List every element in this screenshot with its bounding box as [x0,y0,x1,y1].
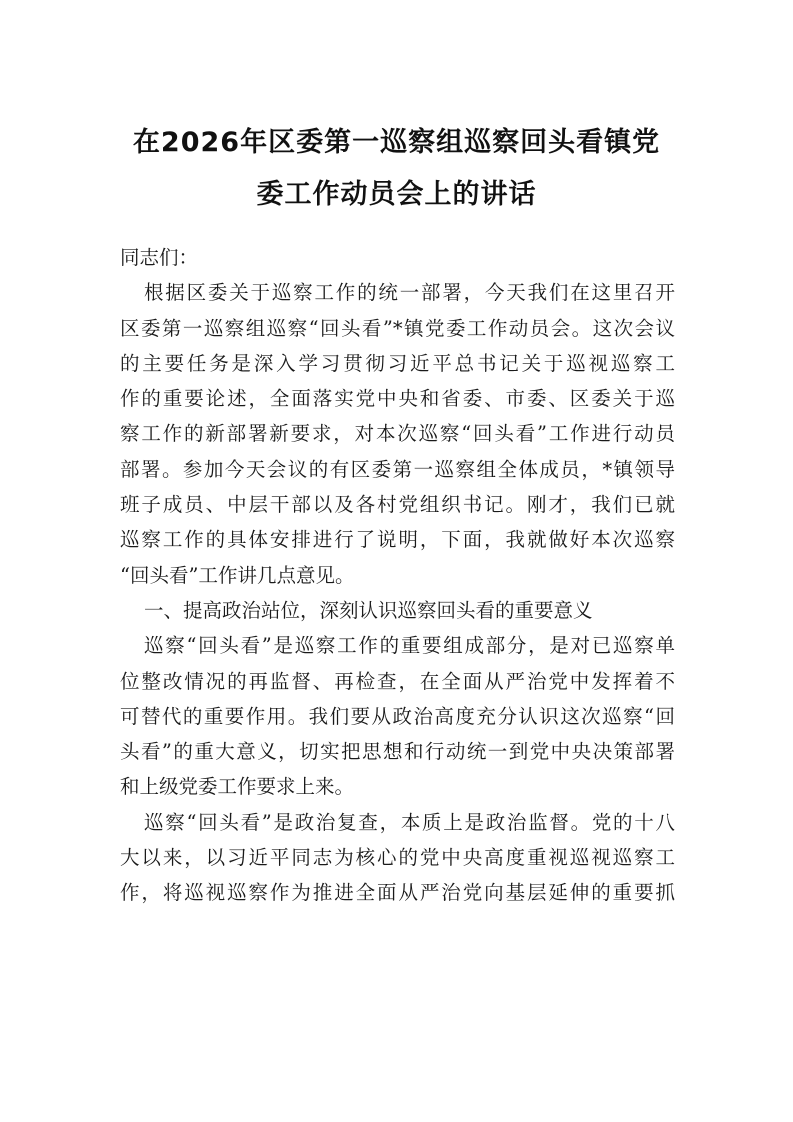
text-line-content: 可替代的重要作用。我们要从政治高度充分认识这次巡察“回 [120,704,675,728]
text-line-content: 头看”的重大意义，切实把思想和行动统一到党中央决策部署 [120,740,675,764]
text-line [120,628,675,663]
text-line-content: 班子成员、中层干部以及各村党组织书记。刚才，我们已就 [120,493,675,517]
text-line-content: 巡察工作的具体安排进行了说明，下面，我就做好本次巡察 [120,528,675,552]
text-line-content: 大以来，以习近平同志为核心的党中央高度重视巡视巡察工 [120,846,675,870]
text-line [120,275,675,310]
text-line-content: 巡察“回头看”是政治复查，本质上是政治监督。党的十八 [144,810,675,834]
text-line-content: 一、提高政治站位，深刻认识巡察回头看的重要意义 [144,598,593,622]
salutation-text: 同志们： [120,246,199,269]
text-line [120,452,675,487]
text-line [120,416,675,451]
text-line [120,522,675,557]
paragraph-lines [120,275,675,910]
text-line [120,381,675,416]
text-line [120,699,675,734]
document-title-line-1: 在2026年区委第一巡察组巡察回头看镇党 [132,127,661,158]
text-line-content: 察工作的新部署新要求，对本次巡察“回头看”工作进行动员 [120,422,675,446]
text-line-content: 根据区委关于巡察工作的统一部署，今天我们在这里召开 [144,281,675,305]
text-line-content: 部署。参加今天会议的有区委第一巡察组全体成员，*镇领导 [120,457,675,481]
text-line-content: 巡察“回头看”是巡察工作的重要组成部分，是对已巡察单 [144,634,675,658]
document-title-line-2: 委工作动员会上的讲话 [256,179,537,210]
text-line [120,311,675,346]
text-line [120,664,675,699]
text-line-content: 区委第一巡察组巡察“回头看”*镇党委工作动员会。这次会议 [120,316,675,340]
text-line [120,769,675,804]
document-body [120,240,675,911]
text-line [120,346,675,381]
text-line-content: 作，将巡视巡察作为推进全面从严治党向基层延伸的重要抓 [120,881,675,905]
text-line [120,593,675,628]
text-line-content: 作的重要论述，全面落实党中央和省委、市委、区委关于巡 [120,387,675,411]
text-line [120,734,675,769]
text-line [120,840,675,875]
text-line-content: “回头看”工作讲几点意见。 [120,563,355,587]
text-line-content: 位整改情况的再监督、再检查，在全面从严治党中发挥着不 [120,669,675,693]
text-line-content: 和上级党委工作要求上来。 [120,775,355,799]
text-line [120,487,675,522]
text-line [120,805,675,840]
text-line-content: 的主要任务是深入学习贯彻习近平总书记关于巡视巡察工 [120,351,675,375]
text-line [120,875,675,910]
salutation [120,240,675,275]
text-line [120,558,675,593]
